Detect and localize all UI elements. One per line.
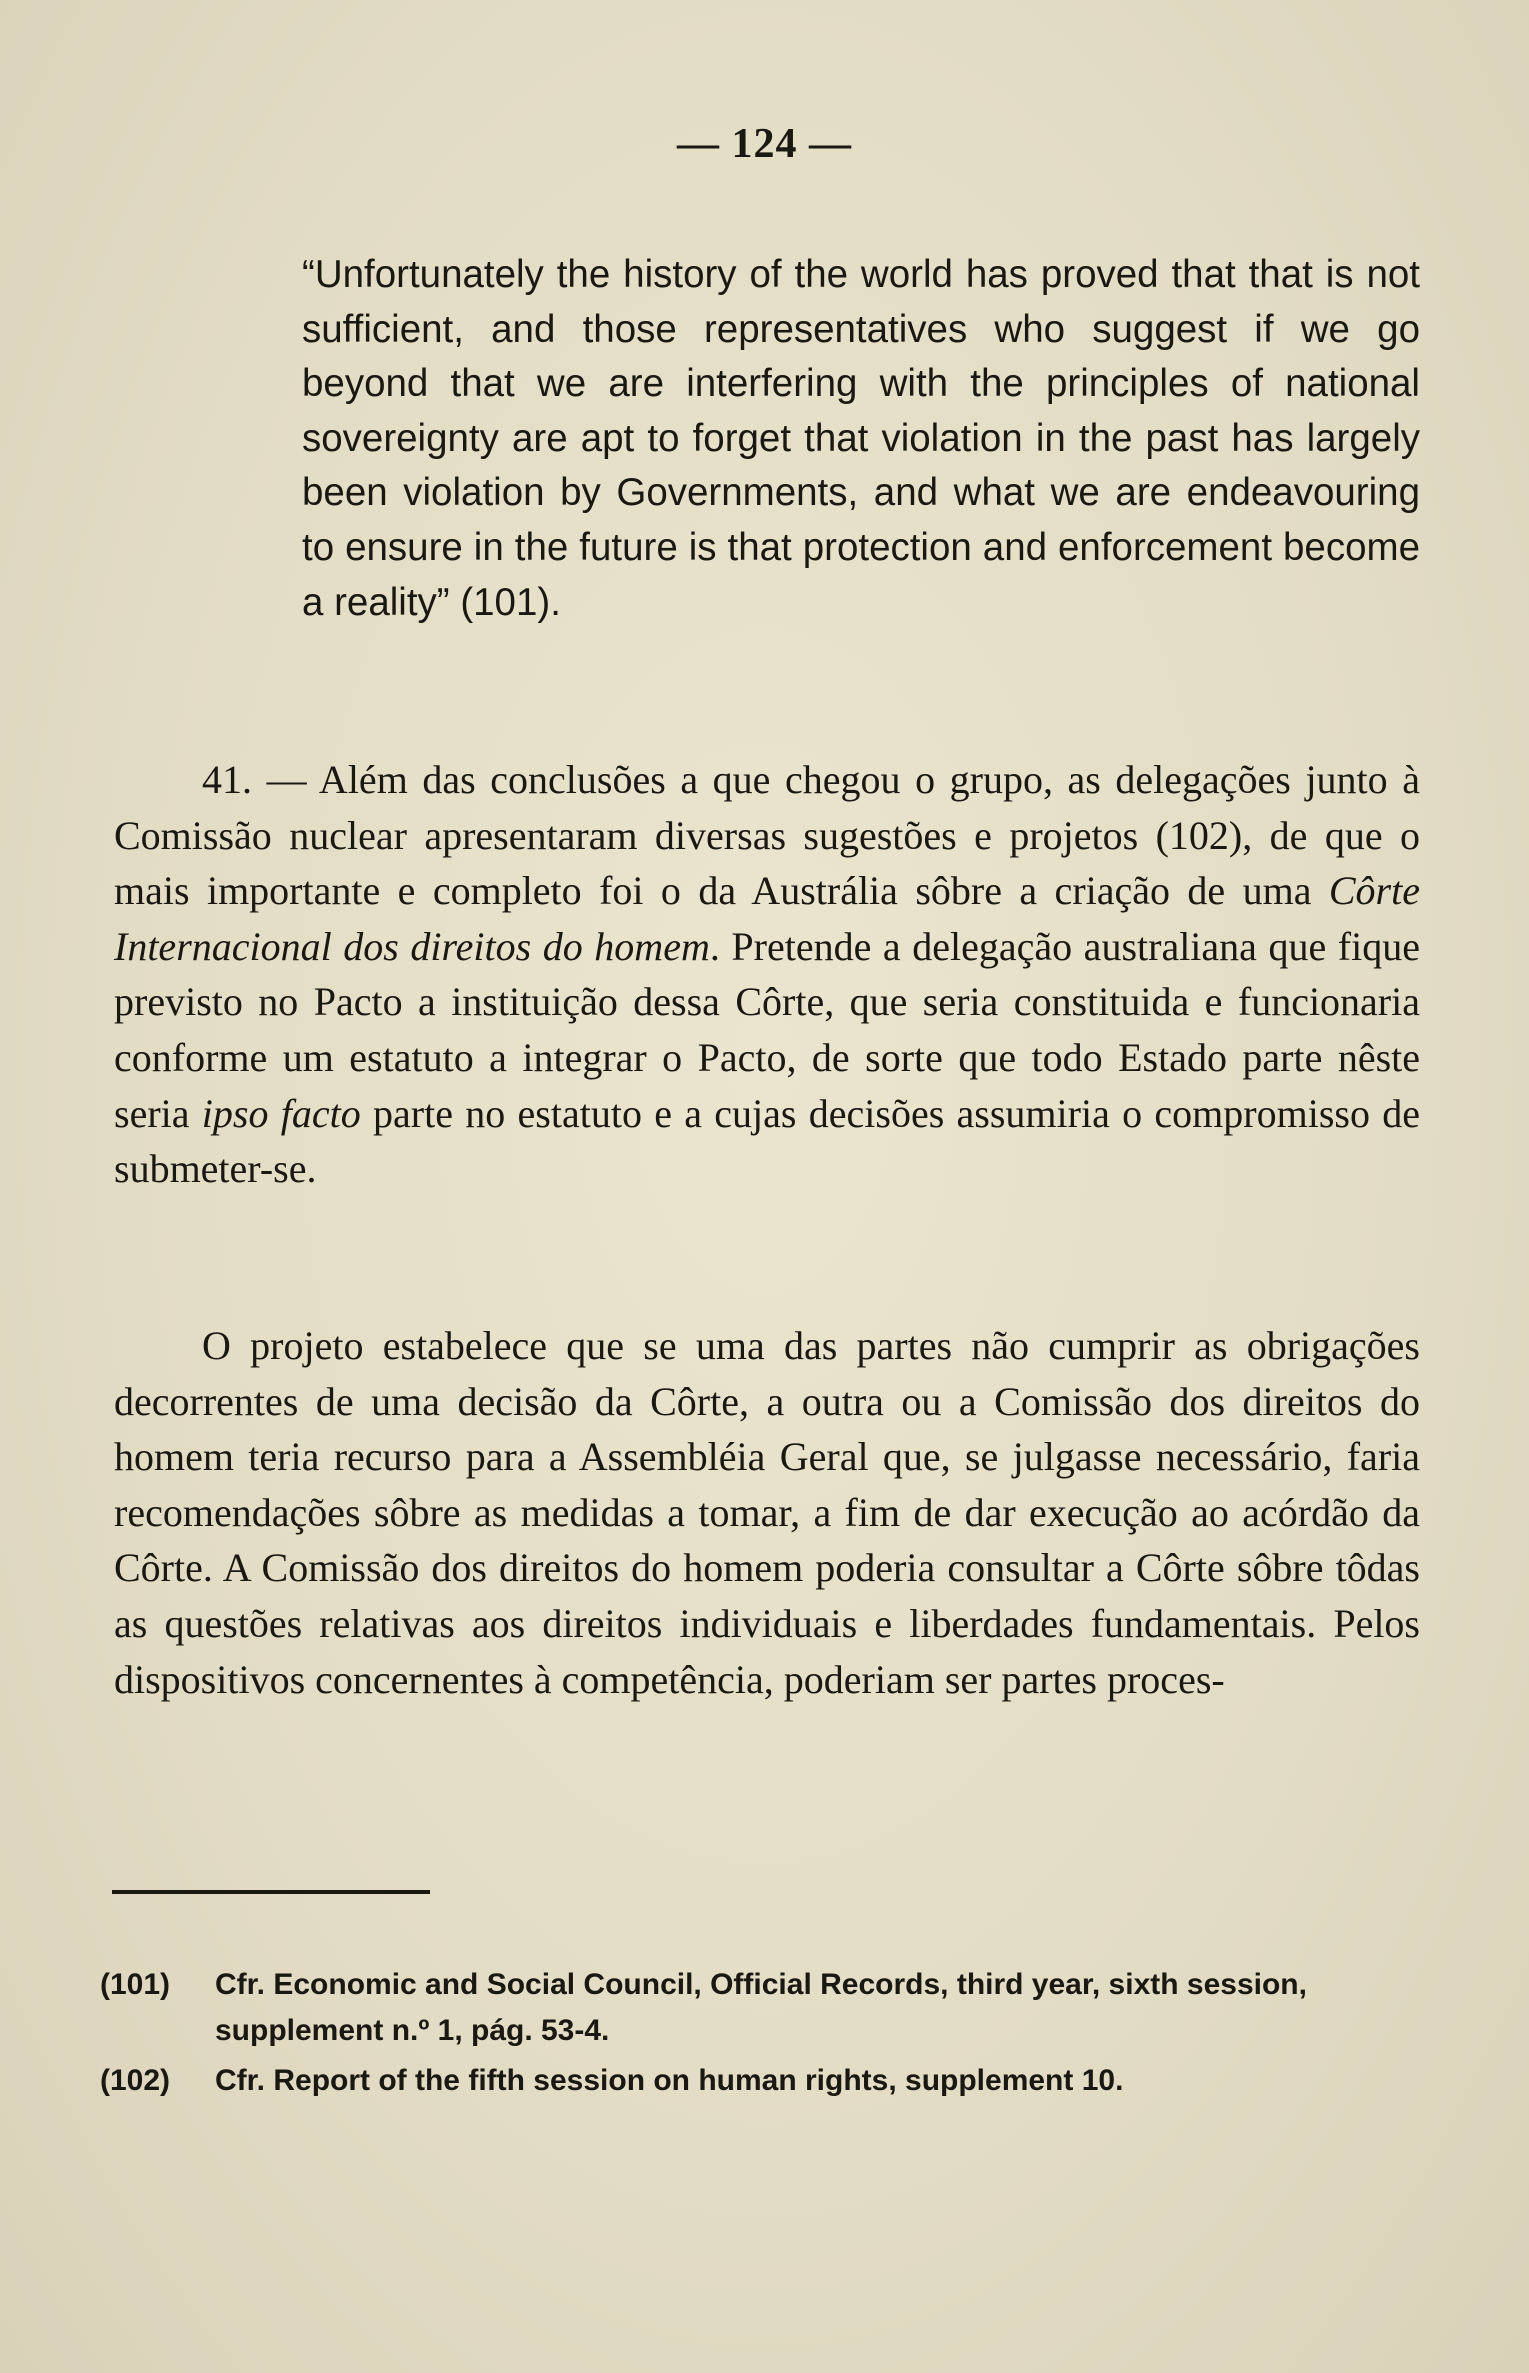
page-number: — 124 — [677,121,852,167]
block-quote: “Unfortunately the history of the world has proved that that is not sufficient, and those representatives who suggest if we go beyond that we are interfering with the principles of national sovereignty are apt to forget that violation in the past has largely been violation by Governments, and what we are endeavouring to ensure in the future is that protection and enforcement become a reality” (101). [302,253,1420,624]
footnote-text: Cfr. Economic and Social Council, Official Records, third year, sixth session, supplement n.º 1, pág. 53-4. [215,1968,1307,2047]
paragraph-text: . Pretende a delegação australiana que fique previsto no Pacto a instituição dessa Côrte, que seria constituida e funcionaria conforme um estatuto a integrar o Pacto, de sorte que todo Estado parte nêste seria [114,923,1420,1136]
footnote-number: (102) [100,2064,171,2097]
footnote-number: (101) [100,1968,171,2001]
italic-term: ipso facto [201,1090,361,1136]
footnote-divider [112,1890,430,1894]
italic-term: Côrte Internacional dos direitos do homem [114,868,1420,969]
footnote-101 [100,1962,1340,2054]
paragraph-text: parte no estatuto e a cujas decisões assumiria o compromisso de submeter-se. [114,1090,1420,1192]
paragraph-text: 41. — Além das conclusões a que chegou o grupo, as delegações junto à Comissão nuclear apresentaram diversas sugestões e projetos (102), de que o mais importante e completo foi o da Austrália sôbre a criação de uma [114,757,1420,914]
footnote-text: Cfr. Report of the fifth session on human rights, supplement 10. [215,2064,1124,2097]
footnotes [100,1962,1340,2108]
paragraph-projeto: O projeto estabelece que se uma das partes não cumprir as obrigações decorrentes de uma decisão da Côrte, a outra ou a Comissão dos direitos do homem teria recurso para a Assembléia Geral que, se julgasse necessário, faria recomendações sôbre as medidas a tomar, a fim de dar execução ao acórdão da Côrte. A Comissão dos direitos do homem poderia consultar a Côrte sôbre tôdas as questões relativas aos direitos individuais e liberdades fundamentais. Pelos dispositivos concernentes à competência, poderiam ser partes proces- [114,1323,1420,1702]
paragraph-41 [114,752,1420,1197]
footnote-102 [100,2058,1340,2104]
